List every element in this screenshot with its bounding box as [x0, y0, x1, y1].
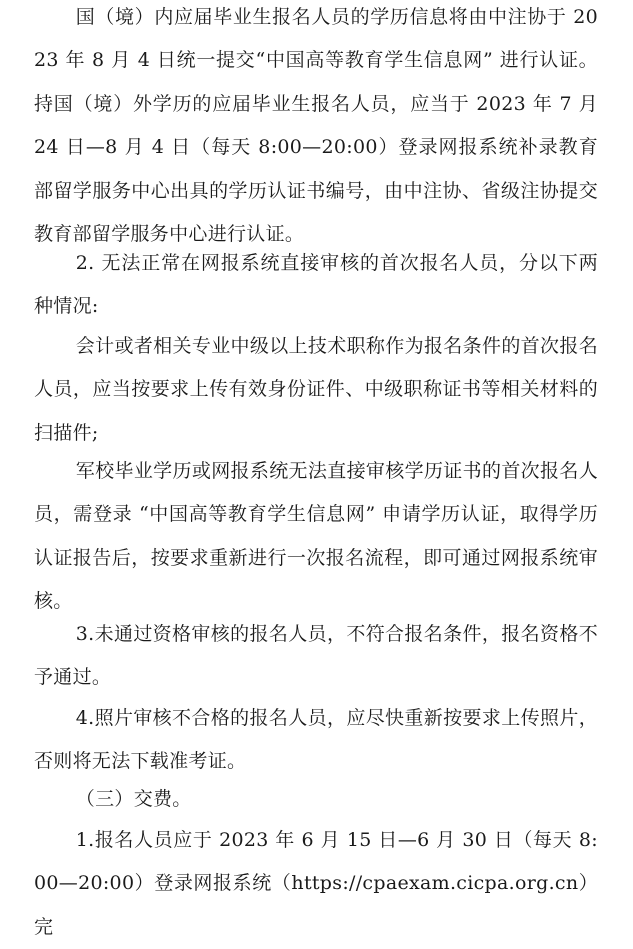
paragraph-academic-verification: 国（境）内应届毕业生报名人员的学历信息将由中注协于 2023 年 8 月 4 日统一提交“中国高等教育学生信息网” 进行认证。持国（境）外学历的应届毕业生报名人员，应当于 2023 年 7 月 24 日—8 月 4 日（每天 8:00—20:00）登录网报系统补录教育部留学服务中心出具的学历认证书编号，由中注协、省级注协提交教育部留学服务中心进行认证。	[34, 6, 598, 246]
paragraph-item-2: 2. 无法正常在网报系统直接审核的首次报名人员，分以下两种情况:	[34, 252, 598, 318]
paragraph-item-4: 4.照片审核不合格的报名人员，应尽快重新按要求上传照片，否则将无法下载准考证。	[34, 707, 598, 773]
section-heading-payment: （三）交费。	[75, 788, 192, 810]
paragraph-item-3: 3.未通过资格审核的报名人员，不符合报名条件，报名资格不予通过。	[34, 623, 598, 689]
paragraph-payment-item-1: 1.报名人员应于 2023 年 6 月 15 日—6 月 30 日（每天 8:00—20:00）登录网报系统（https://cpaexam.cicpa.org.cn）完	[34, 829, 598, 938]
paragraph-military-academy: 军校毕业学历或网报系统无法直接审核学历证书的首次报名人员，需登录 “中国高等教育学生信息网” 申请学历认证，取得学历认证报告后，按要求重新进行一次报名流程，即可通过网报系统审核。	[34, 460, 598, 613]
paragraph-title-condition: 会计或者相关专业中级以上技术职称作为报名条件的首次报名人员，应当按要求上传有效身份证件、中级职称证书等相关材料的扫描件;	[34, 335, 598, 444]
